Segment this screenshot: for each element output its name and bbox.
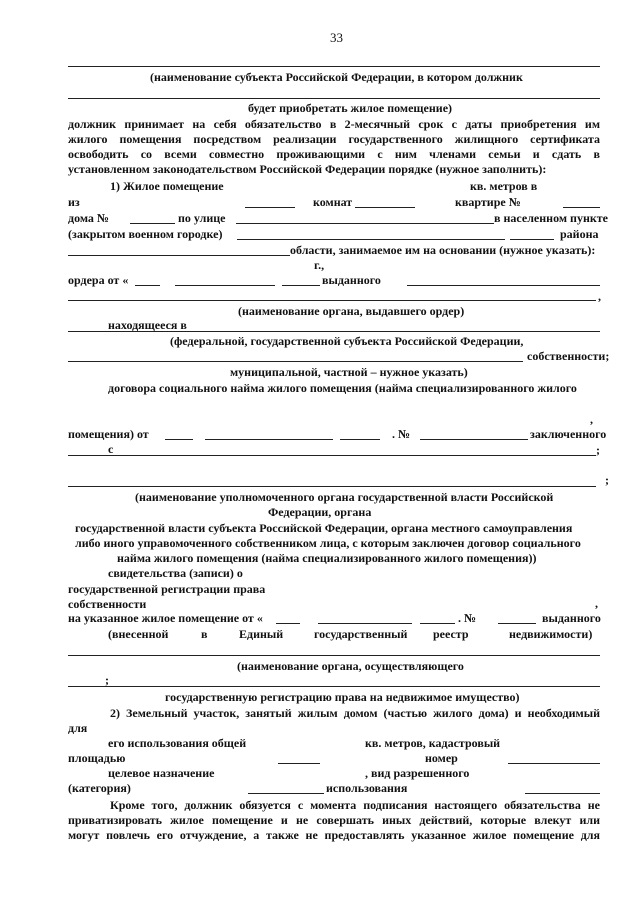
- label: г.,: [314, 258, 325, 272]
- label: площадью: [68, 751, 126, 765]
- label: . №: [392, 427, 411, 441]
- blank-field[interactable]: [340, 439, 380, 440]
- label: кв. метров в: [470, 179, 538, 193]
- caption: (федеральной, государственной субъекта Российской Федерации,: [170, 334, 524, 348]
- caption: найма жилого помещения (найма специализированного жилого помещения)): [117, 551, 537, 565]
- label: кв. метров, кадастровый: [365, 736, 501, 750]
- blank-field[interactable]: [237, 239, 505, 240]
- caption: (наименование органа, выдавшего ордер): [238, 304, 465, 318]
- blank-field[interactable]: [525, 793, 600, 794]
- blank-field[interactable]: [498, 623, 536, 624]
- blank-field[interactable]: [420, 439, 528, 440]
- caption: реестр: [433, 627, 469, 641]
- paragraph-line: Кроме того, должник обязуется с момента подписания настоящего обязательства не: [110, 798, 600, 812]
- blank-field[interactable]: [355, 207, 415, 208]
- caption: государственной власти субъекта Российской Федерации, органа местного самоуправления: [75, 521, 573, 535]
- blank-field[interactable]: [278, 763, 320, 764]
- rule: [68, 686, 600, 687]
- rule: [68, 300, 596, 301]
- label: договора социального найма жилого помещения (найма специализированного жилого: [108, 381, 577, 395]
- label: государственной регистрации права: [68, 582, 266, 596]
- caption: (наименование субъекта Российской Федерации, в котором должник: [150, 70, 523, 84]
- label: ,: [595, 596, 598, 610]
- blank-field[interactable]: [68, 255, 290, 256]
- label: целевое назначение: [108, 766, 215, 780]
- label: ;: [605, 473, 609, 487]
- label: на указанное жилое помещение от «: [68, 611, 263, 625]
- blank-field[interactable]: [245, 207, 295, 208]
- blank-field[interactable]: [510, 239, 554, 240]
- blank-field[interactable]: [165, 439, 193, 440]
- section-1-label: 1) Жилое помещение: [110, 179, 224, 193]
- paragraph-line: установленном законодательством Российской Федерации порядке (нужное заполнить):: [68, 162, 547, 176]
- blank-field[interactable]: [318, 623, 412, 624]
- blank-field[interactable]: [236, 223, 494, 224]
- blank-field[interactable]: [407, 285, 600, 286]
- label: выданного: [322, 273, 381, 287]
- rule: [68, 98, 600, 99]
- caption: (наименование уполномоченного органа государственной власти Российской: [135, 490, 554, 504]
- label: собственности;: [527, 349, 610, 363]
- label: района: [560, 227, 599, 241]
- label: ;: [105, 673, 109, 687]
- section-2-label: 2) Земельный участок, занятый жилым домом (частью жилого дома) и необходимый: [110, 706, 600, 720]
- label: дома №: [68, 211, 109, 225]
- label: заключенного: [530, 427, 607, 441]
- label: помещения) от: [68, 427, 149, 441]
- blank-field[interactable]: [563, 207, 600, 208]
- label: комнат: [313, 195, 353, 209]
- blank-field[interactable]: [175, 285, 275, 286]
- page-number: 33: [330, 30, 343, 45]
- label: свидетельства (записи) о: [108, 566, 243, 580]
- rule: [68, 486, 596, 487]
- caption: государственную регистрацию права на недвижимое имущество): [165, 690, 520, 704]
- blank-field[interactable]: [130, 223, 175, 224]
- rule: [68, 455, 596, 456]
- paragraph-line: освободить со всеми совместно проживающими с ним членами семьи и сдать в: [68, 147, 600, 161]
- caption: в: [201, 627, 208, 641]
- label: для: [68, 721, 88, 735]
- caption: муниципальной, частной – нужное указать): [230, 365, 468, 379]
- caption: будет приобретать жилое помещение): [248, 101, 453, 115]
- label: ,: [590, 412, 593, 426]
- label: его использования общей: [108, 736, 247, 750]
- rule: [68, 361, 523, 362]
- label: ,: [598, 289, 601, 303]
- paragraph-line: могут повлечь его отчуждение, а также не предоставлять указанное жилое помещение для: [68, 828, 600, 842]
- label: в населенном пункте: [494, 211, 608, 225]
- blank-field[interactable]: [248, 793, 324, 794]
- paragraph-line: жилого помещения посредством реализации государственного жилищного сертификата: [68, 132, 600, 146]
- label: (закрытом военном городке): [68, 227, 223, 241]
- rule: [68, 66, 600, 67]
- label: с: [108, 442, 114, 456]
- caption: (внесенной: [108, 627, 169, 641]
- blank-field[interactable]: [282, 285, 320, 286]
- blank-field[interactable]: [205, 439, 333, 440]
- label: области, занимаемое им на основании (нужное указать):: [290, 243, 596, 257]
- label: собственности: [68, 597, 147, 611]
- label: использования: [326, 781, 408, 795]
- caption: Федерации, органа: [268, 505, 372, 519]
- label: ордера от «: [68, 273, 129, 287]
- paragraph-line: приватизировать жилое помещение и не совершать иных действий, которые влекут или: [68, 813, 600, 827]
- blank-field[interactable]: [420, 623, 455, 624]
- label: . №: [458, 611, 477, 625]
- caption: либо иного управомоченного собственником лица, с которым заключен договор социального: [75, 536, 581, 550]
- label: по улице: [178, 211, 226, 225]
- blank-field[interactable]: [135, 285, 160, 286]
- caption: государственный: [314, 627, 408, 641]
- blank-field[interactable]: [508, 763, 600, 764]
- label: , вид разрешенного: [365, 766, 470, 780]
- caption: недвижимости): [509, 627, 593, 641]
- label: (категория): [68, 781, 131, 795]
- label: ;: [596, 443, 600, 457]
- caption: (наименование органа, осуществляющего: [237, 659, 464, 673]
- rule: [68, 331, 600, 332]
- label: находящееся в: [108, 318, 187, 332]
- label: выданного: [542, 611, 601, 625]
- blank-field[interactable]: [276, 623, 300, 624]
- paragraph-line: должник принимает на себя обязательство в 2-месячный срок с даты приобретения им: [68, 117, 600, 131]
- caption: Единый: [239, 627, 284, 641]
- label: номер: [425, 751, 458, 765]
- label: квартире №: [455, 195, 521, 209]
- rule: [68, 655, 600, 656]
- label: из: [68, 195, 80, 209]
